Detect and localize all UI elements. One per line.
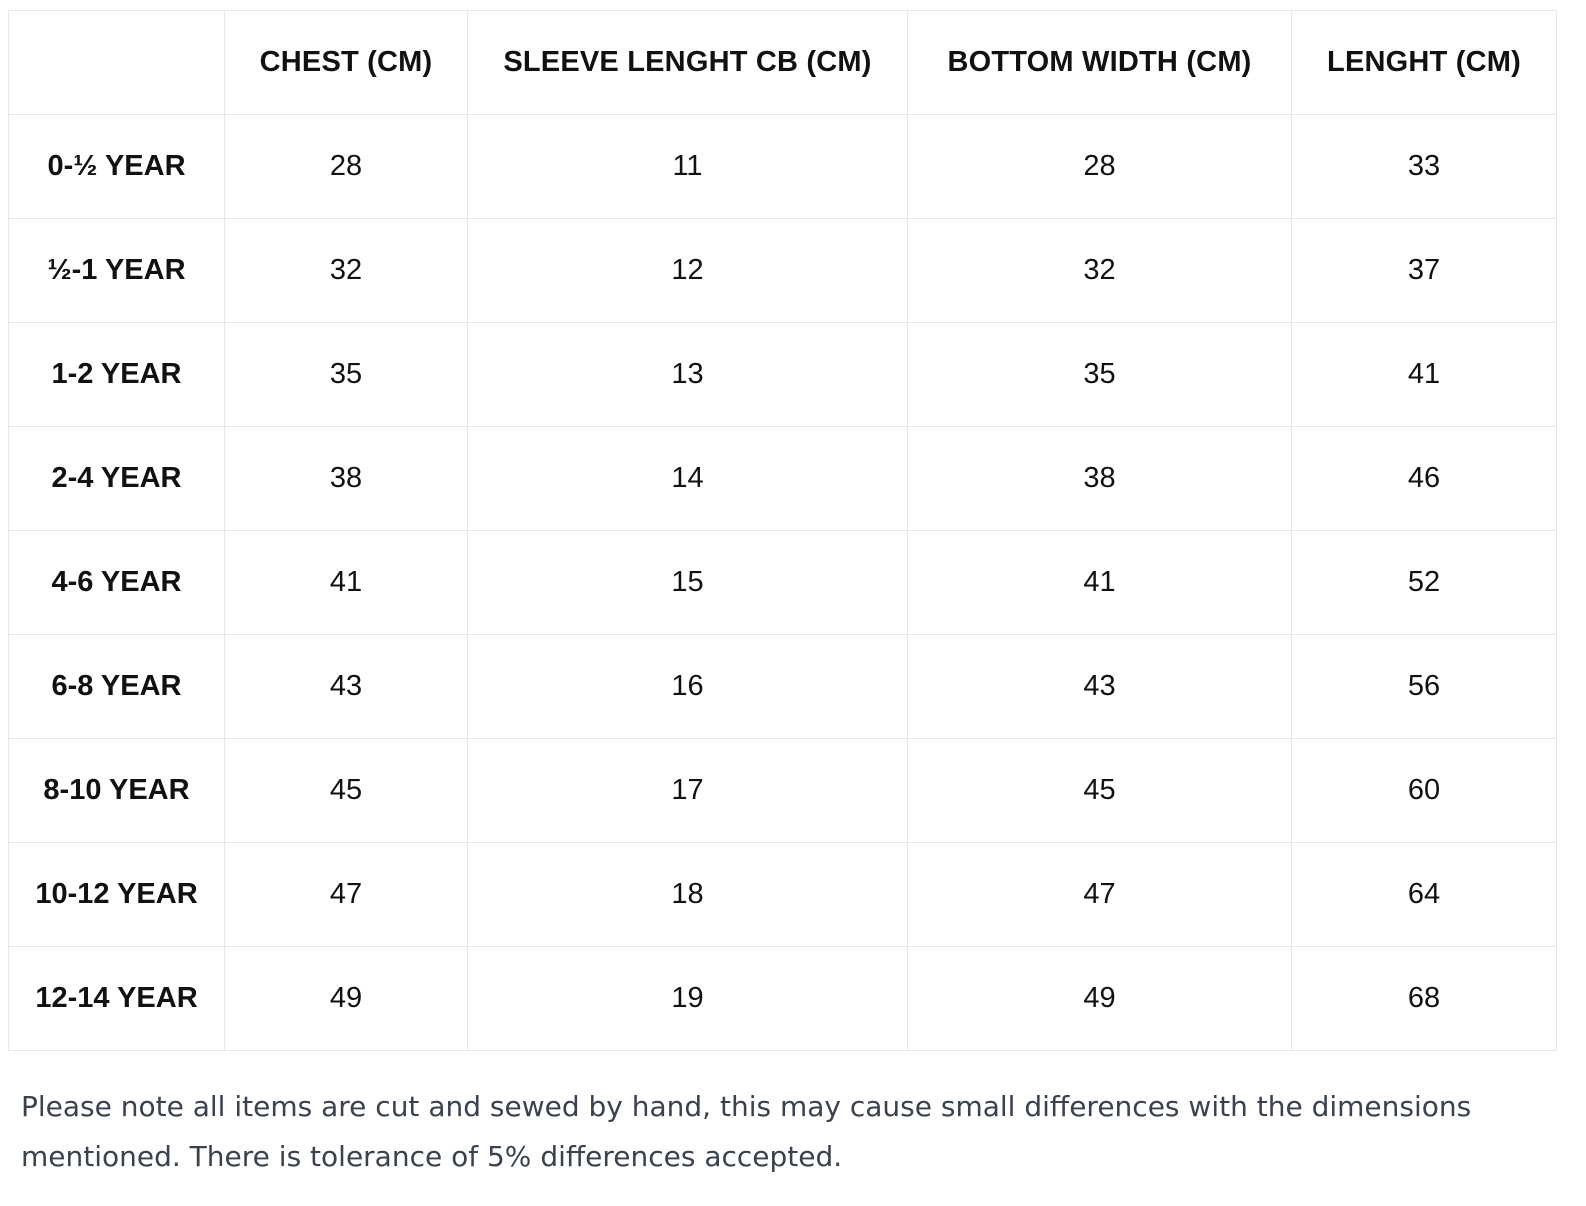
table-row bbox=[9, 115, 1557, 219]
table-row bbox=[9, 635, 1557, 739]
header-row bbox=[9, 11, 1557, 115]
table-row bbox=[9, 843, 1557, 947]
cell-length: 46 bbox=[1292, 427, 1557, 531]
size-label: ½-1 YEAR bbox=[9, 219, 225, 323]
cell-chest: 49 bbox=[225, 947, 468, 1051]
cell-length: 56 bbox=[1292, 635, 1557, 739]
cell-bottom-width: 47 bbox=[908, 843, 1292, 947]
cell-sleeve-length: 19 bbox=[468, 947, 908, 1051]
cell-bottom-width: 38 bbox=[908, 427, 1292, 531]
column-header-bottom-width: BOTTOM WIDTH (CM) bbox=[908, 11, 1292, 115]
cell-chest: 45 bbox=[225, 739, 468, 843]
cell-chest: 43 bbox=[225, 635, 468, 739]
size-label: 4-6 YEAR bbox=[9, 531, 225, 635]
cell-bottom-width: 49 bbox=[908, 947, 1292, 1051]
size-chart-body bbox=[9, 115, 1557, 1051]
table-row bbox=[9, 219, 1557, 323]
cell-length: 60 bbox=[1292, 739, 1557, 843]
cell-length: 33 bbox=[1292, 115, 1557, 219]
cell-bottom-width: 28 bbox=[908, 115, 1292, 219]
column-header-sleeve-length: SLEEVE LENGHT CB (CM) bbox=[468, 11, 908, 115]
cell-chest: 28 bbox=[225, 115, 468, 219]
column-header-chest: CHEST (CM) bbox=[225, 11, 468, 115]
size-label: 6-8 YEAR bbox=[9, 635, 225, 739]
cell-sleeve-length: 12 bbox=[468, 219, 908, 323]
size-label: 10-12 YEAR bbox=[9, 843, 225, 947]
cell-bottom-width: 45 bbox=[908, 739, 1292, 843]
size-label: 2-4 YEAR bbox=[9, 427, 225, 531]
column-header-length: LENGHT (CM) bbox=[1292, 11, 1557, 115]
cell-length: 41 bbox=[1292, 323, 1557, 427]
cell-length: 52 bbox=[1292, 531, 1557, 635]
size-chart-header bbox=[9, 11, 1557, 115]
table-row bbox=[9, 323, 1557, 427]
cell-bottom-width: 41 bbox=[908, 531, 1292, 635]
cell-sleeve-length: 14 bbox=[468, 427, 908, 531]
cell-chest: 38 bbox=[225, 427, 468, 531]
cell-bottom-width: 35 bbox=[908, 323, 1292, 427]
table-row bbox=[9, 427, 1557, 531]
table-row bbox=[9, 531, 1557, 635]
cell-sleeve-length: 11 bbox=[468, 115, 908, 219]
cell-chest: 47 bbox=[225, 843, 468, 947]
cell-length: 37 bbox=[1292, 219, 1557, 323]
cell-sleeve-length: 15 bbox=[468, 531, 908, 635]
cell-chest: 32 bbox=[225, 219, 468, 323]
size-label: 1-2 YEAR bbox=[9, 323, 225, 427]
cell-length: 68 bbox=[1292, 947, 1557, 1051]
tolerance-note: Please note all items are cut and sewed by hand, this may cause small differences with the dimensions mentioned. There is tolerance of 5% differences accepted. bbox=[21, 1090, 1472, 1173]
cell-bottom-width: 32 bbox=[908, 219, 1292, 323]
size-chart-table bbox=[8, 10, 1557, 1051]
cell-sleeve-length: 18 bbox=[468, 843, 908, 947]
size-label: 8-10 YEAR bbox=[9, 739, 225, 843]
cell-sleeve-length: 17 bbox=[468, 739, 908, 843]
size-label: 0-½ YEAR bbox=[9, 115, 225, 219]
size-label: 12-14 YEAR bbox=[9, 947, 225, 1051]
cell-length: 64 bbox=[1292, 843, 1557, 947]
cell-sleeve-length: 13 bbox=[468, 323, 908, 427]
cell-sleeve-length: 16 bbox=[468, 635, 908, 739]
table-row bbox=[9, 947, 1557, 1051]
cell-bottom-width: 43 bbox=[908, 635, 1292, 739]
table-row bbox=[9, 739, 1557, 843]
cell-chest: 35 bbox=[225, 323, 468, 427]
corner-cell bbox=[9, 11, 225, 115]
cell-chest: 41 bbox=[225, 531, 468, 635]
